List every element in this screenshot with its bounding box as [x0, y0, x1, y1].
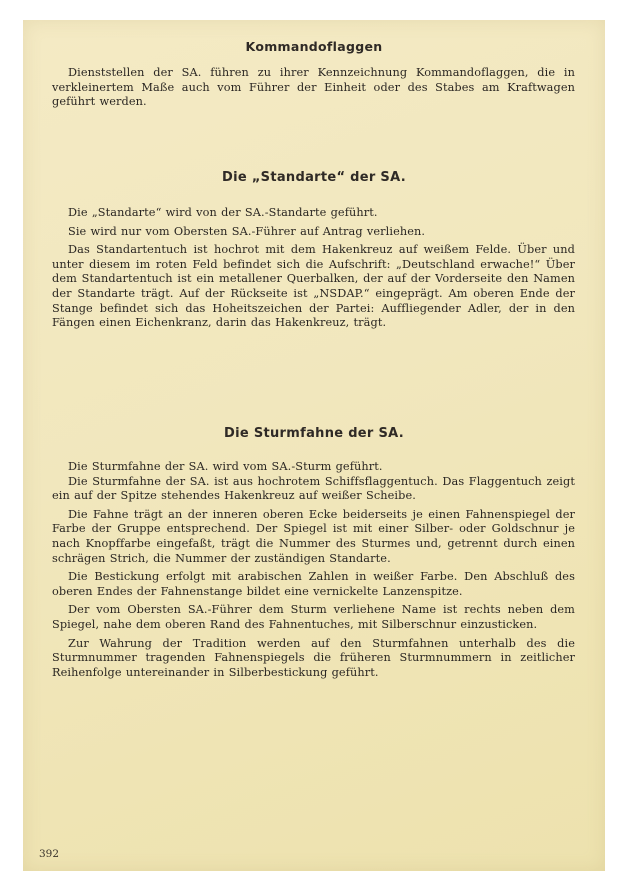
paragraph: Die Fahne trägt an der inneren oberen Ecke beiderseits je einen Fahnenspiegel der Farbe der Gruppe entsprechend. Der Spiegel ist mit einer Silber- oder Goldschnur je nach Knopffarbe eingefaßt, trägt die Nummer des Sturmes und, getrennt durch einen schrägen Strich, die Nummer der zuständigen Standarte. — [52, 507, 575, 565]
section-body-standarte — [52, 206, 575, 331]
section-title-sturmfahne: Die Sturmfahne der SA. — [224, 426, 404, 441]
page-number: 392 — [39, 848, 60, 860]
section-title-kommandoflaggen: Kommandoflaggen — [245, 39, 383, 54]
book-page — [23, 20, 605, 871]
section-body-kommandoflaggen — [52, 66, 575, 110]
paragraph: Sie wird nur vom Obersten SA.-Führer auf Antrag verliehen. — [68, 224, 426, 238]
paragraph: Der vom Obersten SA.-Führer dem Sturm verliehene Name ist rechts neben dem Spiegel, nahe dem oberen Rand des Fahnentuches, mit Silberschnur einzusticken. — [52, 603, 575, 631]
paragraph: Zur Wahrung der Tradition werden auf den Sturmfahnen unterhalb des die Sturmnummer tragenden Fahnenspiegels die früheren Sturmnummern in zeitlicher Reihenfolge untereinander in Silberbestickung geführt. — [52, 636, 575, 679]
paragraph: Die Sturmfahne der SA. ist aus hochrotem Schiffsflaggentuch. Das Flaggentuch zeigt ein auf der Spitze stehendes Hakenkreuz auf weißer Scheibe. — [52, 474, 575, 503]
paragraph: Die Sturmfahne der SA. wird vom SA.-Sturm geführt. — [68, 460, 383, 473]
section-title-standarte: Die „Standarte“ der SA. — [222, 170, 406, 185]
paragraph: Das Standartentuch ist hochrot mit dem Hakenkreuz auf weißem Felde. Über und unter diesem im roten Feld befindet sich die Aufschrift: „Deutschland erwache!“ Über dem Standartentuch ist ein metallener Querbalken, der auf der Vorderseite den Namen der Standarte trägt. Auf der Rückseite ist „NSDAP.“ eingeprägt. Am oberen Ende der Stange befindet sich das Hoheitszeichen der Partei: Auffliegender Adler, der in den Fängen einen Eichenkranz, darin das Hakenkreuz, trägt. — [52, 243, 575, 330]
paragraph: Die „Standarte“ wird von der SA.-Standarte geführt. — [68, 206, 378, 219]
paragraph: Dienststellen der SA. führen zu ihrer Kennzeichnung Kommandoflaggen, die in verkleinertem Maße auch vom Führer der Einheit oder des Stabes am Kraftwagen geführt werden. — [52, 66, 575, 109]
section-body-sturmfahne — [52, 460, 575, 680]
paragraph: Die Bestickung erfolgt mit arabischen Zahlen in weißer Farbe. Den Abschluß des oberen Endes der Fahnenstange bildet eine vernickelte Lanzenspitze. — [52, 570, 575, 598]
